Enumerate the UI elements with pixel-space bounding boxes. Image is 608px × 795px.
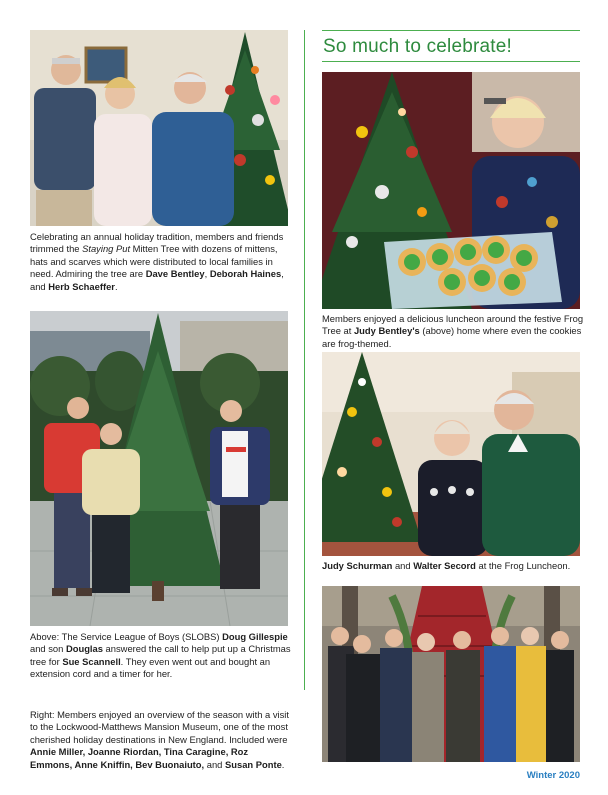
person-name: Susan Ponte (225, 758, 282, 770)
caption-text: Right: Members enjoyed an overview of the season with a visit to the Lockwood-Matthews Mansion Museum, one of the most cherished holiday destinations in New England. Included were (30, 709, 289, 745)
photo-mansion-group (322, 586, 580, 762)
caption-text: , (204, 268, 210, 280)
caption-text: and (392, 560, 414, 571)
person-name: Douglas (65, 643, 103, 655)
person-name: Doug Gillespie (222, 631, 288, 642)
caption-text: at the Frog Luncheon. (475, 560, 571, 571)
photo-frog-luncheon (322, 352, 580, 556)
heading-rule-bottom (322, 61, 580, 62)
column-divider (304, 30, 305, 690)
person-name: Judy Bentley's (353, 325, 420, 337)
caption-mitten-tree (30, 231, 292, 293)
heading-rule-top (322, 30, 580, 31)
caption-text: Mitten Tree with dozens of mittens, hats and scarves which were distributed to local families in need. Admiring the tree are (30, 243, 278, 280)
caption-text: and (204, 758, 225, 770)
caption-luncheon (322, 313, 584, 350)
photo-mitten-tree (30, 30, 288, 226)
person-name: Deborah Haines (209, 268, 282, 280)
page-heading: So much to celebrate! (323, 36, 513, 57)
issue-label: Winter 2020 (526, 770, 580, 781)
caption-text: answered the call to help put up a Christmas tree for (30, 643, 291, 667)
caption-text: . (281, 758, 285, 770)
caption-slobs (30, 631, 292, 681)
caption-text: Members enjoyed a delicious luncheon around the festive Frog Tree at (322, 313, 584, 337)
caption-text: Above: The Service League of Boys (SLOBS) (30, 631, 223, 642)
person-name: Dave Bentley (145, 268, 205, 280)
caption-frog-luncheon (322, 560, 584, 572)
caption-text: and son (30, 643, 66, 655)
caption-text: Celebrating an annual holiday tradition, members and friends trimmed the (30, 231, 284, 255)
caption-text: (above) home where even the cookies are frog-themed. (322, 325, 582, 349)
caption-mansion (30, 709, 292, 771)
caption-italic-name: Staying Put (82, 243, 131, 255)
photo-frog-cookies (322, 72, 580, 309)
person-name: Judy Schurman (322, 560, 393, 571)
photo-slobs-tree (30, 311, 288, 626)
person-name: Walter Secord (413, 560, 476, 571)
person-name: Herb Schaeffer (48, 280, 115, 292)
caption-text: . They even went out and bought an extension cord and a timer for her. (30, 655, 271, 680)
person-name: Sue Scannell (62, 655, 121, 667)
person-names: Annie Miller, Joanne Riordan, Tina Caragine, Roz Emmons, Anne Kniffin, Bev Buonaiuto, (30, 746, 249, 770)
caption-text: . (114, 280, 118, 292)
caption-text: , and (30, 268, 284, 292)
